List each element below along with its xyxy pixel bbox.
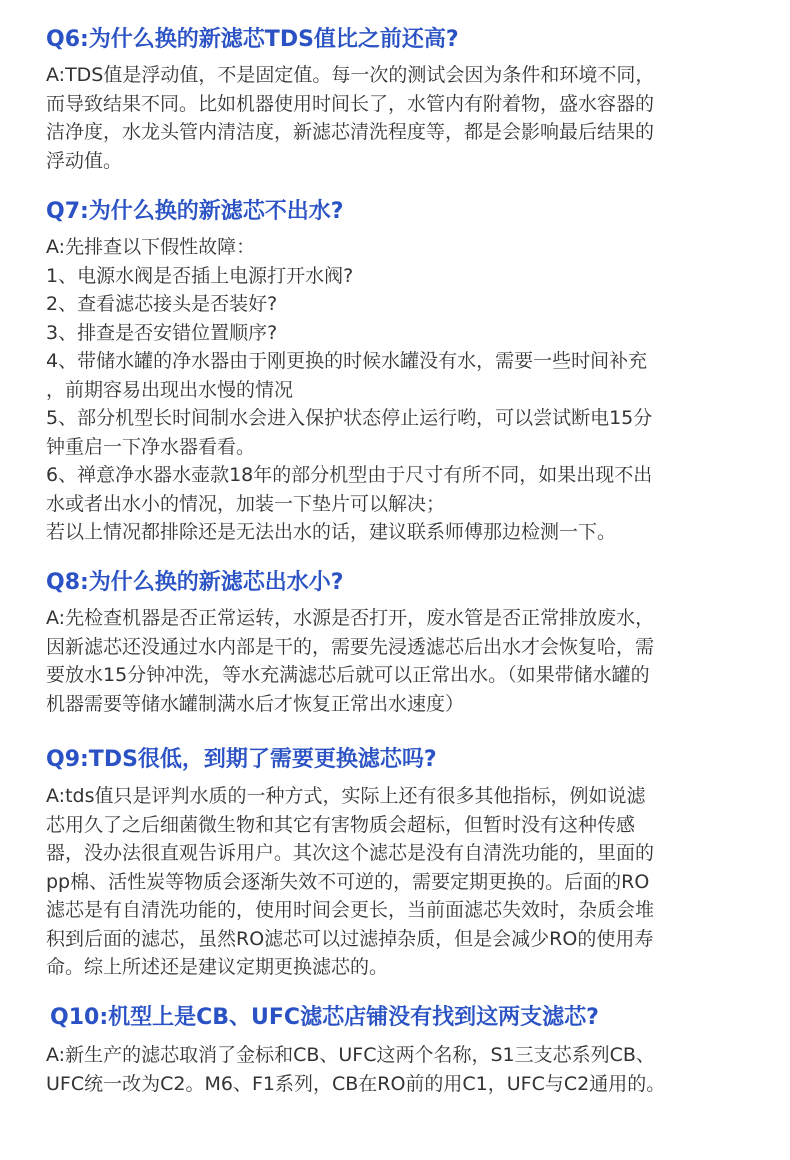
question-q10: Q10:机型上是CB、UFC滤芯店铺没有找到这两支滤芯? <box>50 1005 599 1030</box>
answer-line: 浮动值。 <box>46 149 123 172</box>
answer-line: A:新生产的滤芯取消了金标和CB、UFC这两个名称，S1三支芯系列CB、 <box>46 1044 655 1066</box>
answer-q7 <box>46 233 776 547</box>
answer-line: A:TDS值是浮动值，不是固定值。每一次的测试会因为条件和环境不同， <box>46 64 655 86</box>
answer-line: 要放水15分钟冲洗，等水充满滤芯后就可以正常出水。（如果带储水罐的 <box>46 664 650 686</box>
answer-q10 <box>46 1041 786 1098</box>
answer-line: 若以上情况都排除还是无法出水的话，建议联系师傅那边检测一下。 <box>46 521 617 543</box>
answer-line: 6、禅意净水器水壶款18年的部分机型由于尺寸有所不同，如果出现不出 <box>46 464 653 486</box>
answer-line: UFC统一改为C2。M6、F1系列，CB在RO前的用C1，UFC与C2通用的。 <box>46 1072 666 1095</box>
answer-line: 滤芯是有自清洗功能的，使用时间会更长，当前面滤芯失效时，杂质会堆 <box>46 899 655 921</box>
answer-line: 钟重启一下净水器看看。 <box>46 435 256 458</box>
answer-line: 因新滤芯还没通过水内部是干的，需要先浸透滤芯后出水才会恢复哈，需 <box>46 635 655 658</box>
question-q7: Q7:为什么换的新滤芯不出水? <box>46 199 344 224</box>
answer-line: A:tds值只是评判水质的一种方式，实际上还有很多其他指标，例如说滤 <box>46 785 646 807</box>
answer-line: 4、带储水罐的净水器由于刚更换的时候水罐没有水，需要一些时间补充 <box>46 350 648 372</box>
question-q6: Q6:为什么换的新滤芯TDS值比之前还高? <box>46 27 459 52</box>
answer-line: A:先检查机器是否正常运转，水源是否打开，废水管是否正常排放废水， <box>46 607 655 629</box>
answer-line: ，前期容易出现出水慢的情况 <box>46 378 294 401</box>
answer-line: 1、电源水阀是否插上电源打开水阀? <box>46 264 354 287</box>
answer-line: 2、查看滤芯接头是否装好? <box>46 293 278 315</box>
answer-line: 命。综上所述还是建议定期更换滤芯的。 <box>46 956 389 978</box>
answer-q8 <box>46 604 776 718</box>
question-q9: Q9:TDS很低，到期了需要更换滤芯吗? <box>46 747 437 772</box>
answer-line: A:先排查以下假性故障： <box>46 236 256 258</box>
answer-line: 器，没办法很直观告诉用户。其次这个滤芯是没有自清洗功能的，里面的 <box>46 842 655 864</box>
answer-q6 <box>46 61 776 175</box>
answer-line: 机器需要等储水罐制满水后才恢复正常出水速度） <box>46 692 465 715</box>
answer-line: pp棉、活性炭等物质会逐渐失效不可逆的，需要定期更换的。后面的RO <box>46 870 650 893</box>
answer-line: 芯用久了之后细菌微生物和其它有害物质会超标，但暂时没有这种传感 <box>46 813 636 836</box>
answer-line: 水或者出水小的情况，加装一下垫片可以解决； <box>46 492 446 515</box>
answer-line: 5、部分机型长时间制水会进入保护状态停止运行哟，可以尝试断电15分 <box>46 407 653 429</box>
answer-line: 3、排查是否安错位置顺序? <box>46 321 278 344</box>
question-q8: Q8:为什么换的新滤芯出水小? <box>46 570 344 595</box>
answer-line: 洁净度，水龙头管内清洁度，新滤芯清洗程度等，都是会影响最后结果的 <box>46 121 655 143</box>
answer-line: 而导致结果不同。比如机器使用时间长了，水管内有附着物，盛水容器的 <box>46 92 655 115</box>
answer-line: 积到后面的滤芯，虽然RO滤芯可以过滤掉杂质，但是会减少RO的使用寿 <box>46 927 654 950</box>
answer-q9 <box>46 782 776 982</box>
